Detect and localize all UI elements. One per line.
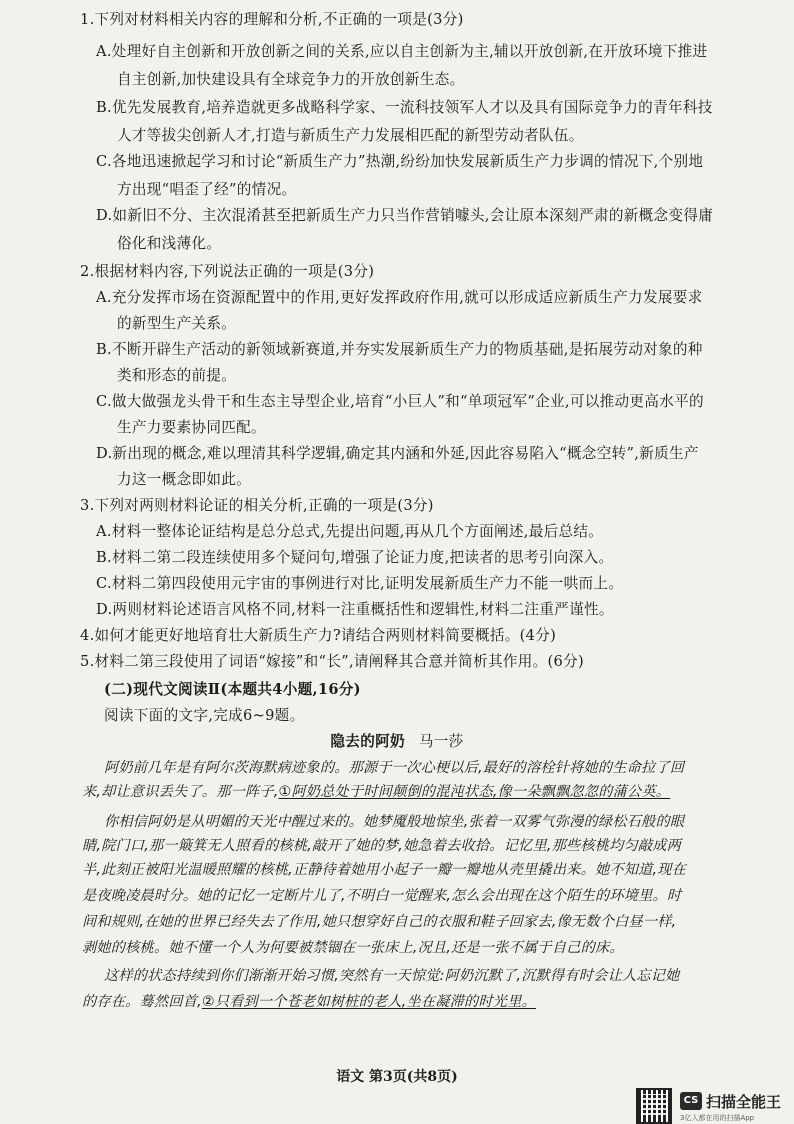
- q1-stem: 1.下列对材料相关内容的理解和分析,不正确的一项是(3分): [80, 11, 464, 28]
- q1-option-c-line2: 方出现“唱歪了经”的情况。: [117, 181, 297, 198]
- q1-option-b-line2: 人才等拔尖创新人才,打造与新质生产力发展相匹配的新型劳动者队伍。: [117, 127, 584, 144]
- q2-option-a-line2: 的新型生产关系。: [117, 315, 237, 332]
- article-p2-line2: 睛,院门口,那一簸箕无人照看的核桃,敲开了她的梦,她急着去收拾。记忆里,那些核桃均匀敲成两: [82, 838, 682, 854]
- article-p3-line2: [82, 992, 536, 1012]
- article-p2-line3: 半,此刻正被阳光温暖照耀的核桃,正静待着她用小起子一瓣一瓣地从壳里撬出来。她不知道,现在: [82, 862, 687, 878]
- q5-stem: 5.材料二第三段使用了词语“嫁接”和“长”,请阐释其合意并简析其作用。(6分): [80, 653, 584, 670]
- q3-option-a: A.材料一整体论证结构是总分总式,先提出问题,再从几个方面阐述,最后总结。: [96, 523, 604, 540]
- q3-option-d: D.两则材料论述语言风格不同,材料一注重概括性和逻辑性,材料二注重严谨性。: [96, 601, 614, 618]
- q1-option-a-line1: A.处理好自主创新和开放创新之间的关系,应以自主创新为主,辅以开放创新,在开放环境下推进: [96, 43, 708, 60]
- q2-option-d-line1: D.新出现的概念,难以理清其科学逻辑,确定其内涵和外延,因此容易陷入“概念空转”,新质生产: [96, 445, 699, 462]
- camscanner-logo-icon: CS: [680, 1092, 702, 1110]
- q3-option-b: B.材料二第二段连续使用多个疑问句,增强了论证力度,把读者的思考引向深入。: [96, 549, 614, 566]
- article-p2-line4: 是夜晚凌晨时分。她的记忆一定断片儿了,不明白一觉醒来,怎么会出现在这个陌生的环境里。时: [82, 888, 682, 904]
- q1-option-a-line2: 自主创新,加快建设具有全球竞争力的开放创新生态。: [117, 71, 465, 88]
- article-p3-line1: 这样的状态持续到你们渐渐开始习惯,突然有一天惊觉:阿奶沉默了,沉默得有时会让人忘记她: [104, 968, 680, 984]
- qr-code-icon: [636, 1088, 672, 1124]
- q2-option-b-line1: B.不断开辟生产活动的新领域新赛道,并夯实发展新质生产力的物质基础,是拓展劳动对象的种: [96, 341, 703, 358]
- q2-option-c-line1: C.做大做强龙头骨干和生态主导型企业,培育“小巨人”和“单项冠军”企业,可以推动更高水平的: [96, 393, 704, 410]
- article-p2-line5: 间和规则,在她的世界已经失去了作用,她只想穿好自己的衣服和鞋子回家去,像无数个白昼一样,: [82, 914, 677, 930]
- q2-option-b-line2: 类和形态的前提。: [117, 367, 237, 384]
- article-p1-line1: 阿奶前几年是有阿尔茨海默病迹象的。那源于一次心梗以后,最好的溶栓针将她的生命拉了回: [104, 760, 685, 776]
- underlined-sentence-2: ②只看到一个苍老如树桩的老人,坐在凝滞的时光里。: [201, 994, 536, 1010]
- q1-option-d-line2: 俗化和浅薄化。: [117, 235, 222, 252]
- article-p1-line2-text: 来,却让意识丢失了。那一阵子,: [82, 784, 279, 800]
- q2-option-c-line2: 生产力要素协同匹配。: [117, 419, 266, 436]
- article-author: 马一莎: [418, 733, 464, 750]
- article-p3-line2-text: 的存在。蓦然回首,: [82, 994, 202, 1010]
- section-instruction: 阅读下面的文字,完成6~9题。: [104, 707, 305, 724]
- page-footer: 语文 第3页(共8页): [336, 1069, 458, 1085]
- article-p2-line1: 你相信阿奶是从明媚的天光中醒过来的。她梦魇般地惊坐,张着一双雾气弥漫的绿松石般的眼: [104, 814, 685, 830]
- scanner-app-name: 扫描全能王: [706, 1093, 782, 1111]
- article-title: 隐去的阿奶: [330, 733, 405, 750]
- section-heading: (二)现代文阅读Ⅱ(本题共4小题,16分): [104, 681, 361, 698]
- q2-option-d-line2: 力这一概念即如此。: [117, 471, 252, 488]
- q2-option-a-line1: A.充分发挥市场在资源配置中的作用,更好发挥政府作用,就可以形成适应新质生产力发展要求: [96, 289, 703, 306]
- underlined-sentence-1: ①阿奶总处于时间颠倒的混沌状态,像一朵飘飘忽忽的蒲公英。: [278, 784, 671, 800]
- scanner-watermark: [636, 1088, 794, 1124]
- article-p1-line2: [82, 782, 670, 802]
- q3-stem: 3.下列对两则材料论证的相关分析,正确的一项是(3分): [80, 497, 434, 514]
- article-title-row: [0, 732, 794, 752]
- scanner-app-tagline: 3亿人都在用的扫描App: [680, 1114, 755, 1122]
- q2-stem: 2.根据材料内容,下列说法正确的一项是(3分): [80, 263, 375, 280]
- article-p2-line6: 剥她的核桃。她不懂一个人为何要被禁锢在一张床上,况且,还是一张不属于自己的床。: [82, 940, 624, 956]
- q3-option-c: C.材料二第四段使用元宇宙的事例进行对比,证明发展新质生产力不能一哄而上。: [96, 575, 624, 592]
- q4-stem: 4.如何才能更好地培育壮大新质生产力?请结合两则材料简要概括。(4分): [80, 627, 557, 644]
- q1-option-c-line1: C.各地迅速掀起学习和讨论“新质生产力”热潮,纷纷加快发展新质生产力步调的情况下,个别地: [96, 153, 704, 170]
- q1-option-d-line1: D.如新旧不分、主次混淆甚至把新质生产力只当作营销噱头,会让原本深刻严肃的新概念变得庸: [96, 207, 714, 224]
- q1-option-b-line1: B.优先发展教育,培养造就更多战略科学家、一流科技领军人才以及具有国际竞争力的青年科技: [96, 99, 713, 116]
